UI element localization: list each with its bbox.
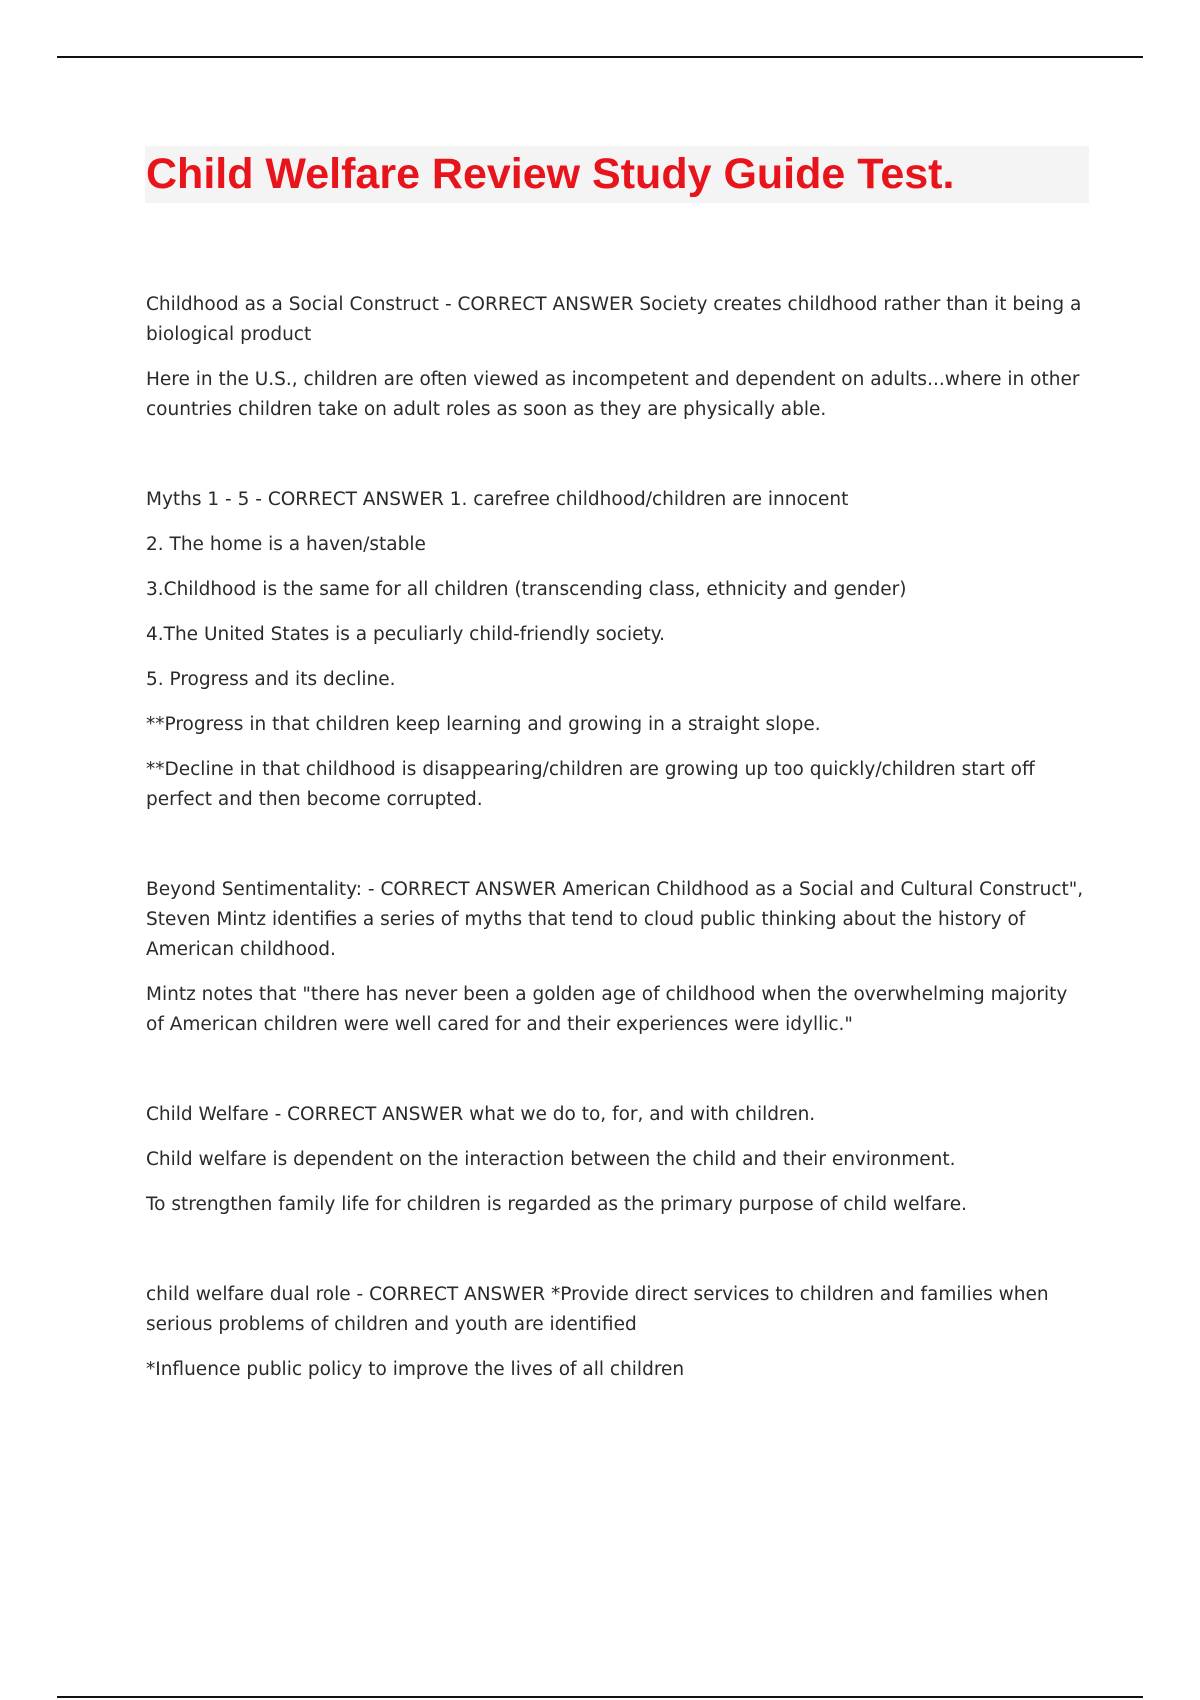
- section-childhood-social-construct: [146, 290, 1090, 425]
- section-dual-role: [146, 1280, 1090, 1385]
- section-beyond-sentimentality: [146, 875, 1090, 1040]
- bottom-rule: [57, 1696, 1143, 1698]
- page-title: Child Welfare Review Study Guide Test.: [146, 150, 955, 198]
- paragraph: Child welfare is dependent on the interaction between the child and their environment.: [146, 1149, 956, 1170]
- section-child-welfare: [146, 1100, 1090, 1220]
- paragraph: child welfare dual role - CORRECT ANSWER *Provide direct services to children and families when serious problems of children and youth are identified: [146, 1284, 1049, 1335]
- paragraph: 2. The home is a haven/stable: [146, 534, 426, 555]
- paragraph: *Influence public policy to improve the lives of all children: [146, 1359, 685, 1380]
- paragraph: **Decline in that childhood is disappearing/children are growing up too quickly/children start off perfect and then become corrupted.: [146, 759, 1035, 810]
- paragraph: Myths 1 - 5 - CORRECT ANSWER 1. carefree childhood/children are innocent: [146, 489, 849, 510]
- paragraph: Childhood as a Social Construct - CORRECT ANSWER Society creates childhood rather than it being a biological product: [146, 294, 1082, 345]
- paragraph: To strengthen family life for children is regarded as the primary purpose of child welfare.: [146, 1194, 967, 1215]
- paragraph: Beyond Sentimentality: - CORRECT ANSWER American Childhood as a Social and Cultural Construct", Steven Mintz identifies a series of myths that tend to cloud public thinking about the history of American childhood.: [146, 879, 1084, 960]
- section-myths: [146, 485, 1090, 815]
- paragraph: Child Welfare - CORRECT ANSWER what we do to, for, and with children.: [146, 1104, 816, 1125]
- paragraph: 4.The United States is a peculiarly child-friendly society.: [146, 624, 665, 645]
- paragraph: **Progress in that children keep learning and growing in a straight slope.: [146, 714, 821, 735]
- paragraph: 3.Childhood is the same for all children (transcending class, ethnicity and gender): [146, 579, 907, 600]
- top-rule: [57, 56, 1143, 58]
- paragraph: Here in the U.S., children are often viewed as incompetent and dependent on adults...where in other countries children take on adult roles as soon as they are physically able.: [146, 369, 1080, 420]
- paragraph: Mintz notes that "there has never been a golden age of childhood when the overwhelming majority of American children were well cared for and their experiences were idyllic.": [146, 984, 1068, 1035]
- document-body: [146, 290, 1090, 1445]
- paragraph: 5. Progress and its decline.: [146, 669, 396, 690]
